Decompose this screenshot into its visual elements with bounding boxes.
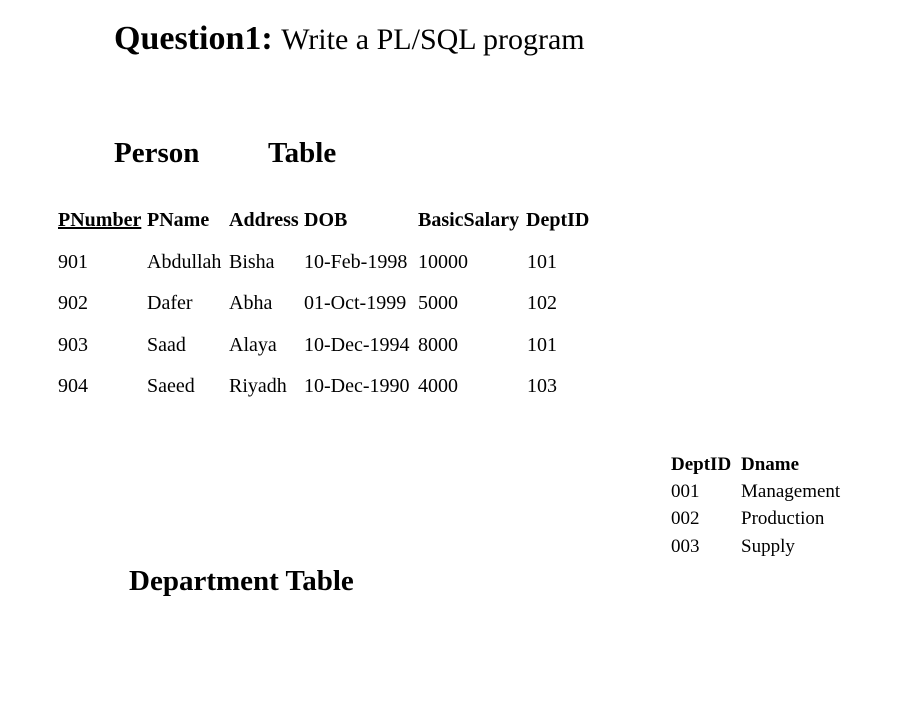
cell-basicsalary: 5000 (418, 292, 458, 314)
dept-header-deptid: DeptID (671, 454, 732, 475)
cell-dob: 10-Dec-1994 (304, 334, 410, 356)
cell-address: Abha (229, 292, 273, 314)
cell-deptid: 001 (671, 481, 700, 502)
cell-pnumber: 904 (58, 375, 88, 397)
cell-address: Riyadh (229, 375, 287, 397)
cell-pnumber: 901 (58, 251, 88, 273)
person-header-deptid: DeptID (526, 209, 590, 231)
person-table-title-word1: Person (114, 137, 200, 169)
cell-dname: Production (741, 508, 825, 529)
cell-deptid: 101 (527, 251, 557, 273)
cell-pnumber: 902 (58, 292, 88, 314)
cell-dob: 01-Oct-1999 (304, 292, 407, 314)
cell-address: Alaya (229, 334, 277, 356)
cell-dname: Supply (741, 536, 795, 557)
cell-deptid: 103 (527, 375, 557, 397)
person-header-pnumber: PNumber (58, 209, 142, 231)
person-header-basicsalary: BasicSalary (418, 209, 520, 231)
person-header-pname: PName (147, 209, 210, 231)
cell-address: Bisha (229, 251, 275, 273)
cell-pnumber: 903 (58, 334, 88, 356)
cell-deptid: 101 (527, 334, 557, 356)
cell-pname: Saad (147, 334, 186, 356)
question-heading (114, 18, 585, 61)
cell-dname: Management (741, 481, 841, 502)
cell-pname: Dafer (147, 292, 193, 314)
cell-deptid: 003 (671, 536, 700, 557)
person-header-dob: DOB (304, 209, 348, 231)
person-table-title-word2: Table (268, 137, 337, 169)
cell-deptid: 102 (527, 292, 557, 314)
cell-basicsalary: 10000 (418, 251, 468, 273)
dept-header-dname: Dname (741, 454, 800, 475)
cell-basicsalary: 8000 (418, 334, 458, 356)
department-table-title: Department Table (129, 565, 354, 597)
cell-basicsalary: 4000 (418, 375, 458, 397)
cell-dob: 10-Feb-1998 (304, 251, 408, 273)
cell-dob: 10-Dec-1990 (304, 375, 410, 397)
cell-pname: Saeed (147, 375, 195, 397)
person-header-address: Address (229, 209, 299, 231)
question-text: Write a PL/SQL program (281, 23, 585, 56)
question-label: Question1: (114, 20, 273, 57)
cell-pname: Abdullah (147, 251, 222, 273)
cell-deptid: 002 (671, 508, 700, 529)
